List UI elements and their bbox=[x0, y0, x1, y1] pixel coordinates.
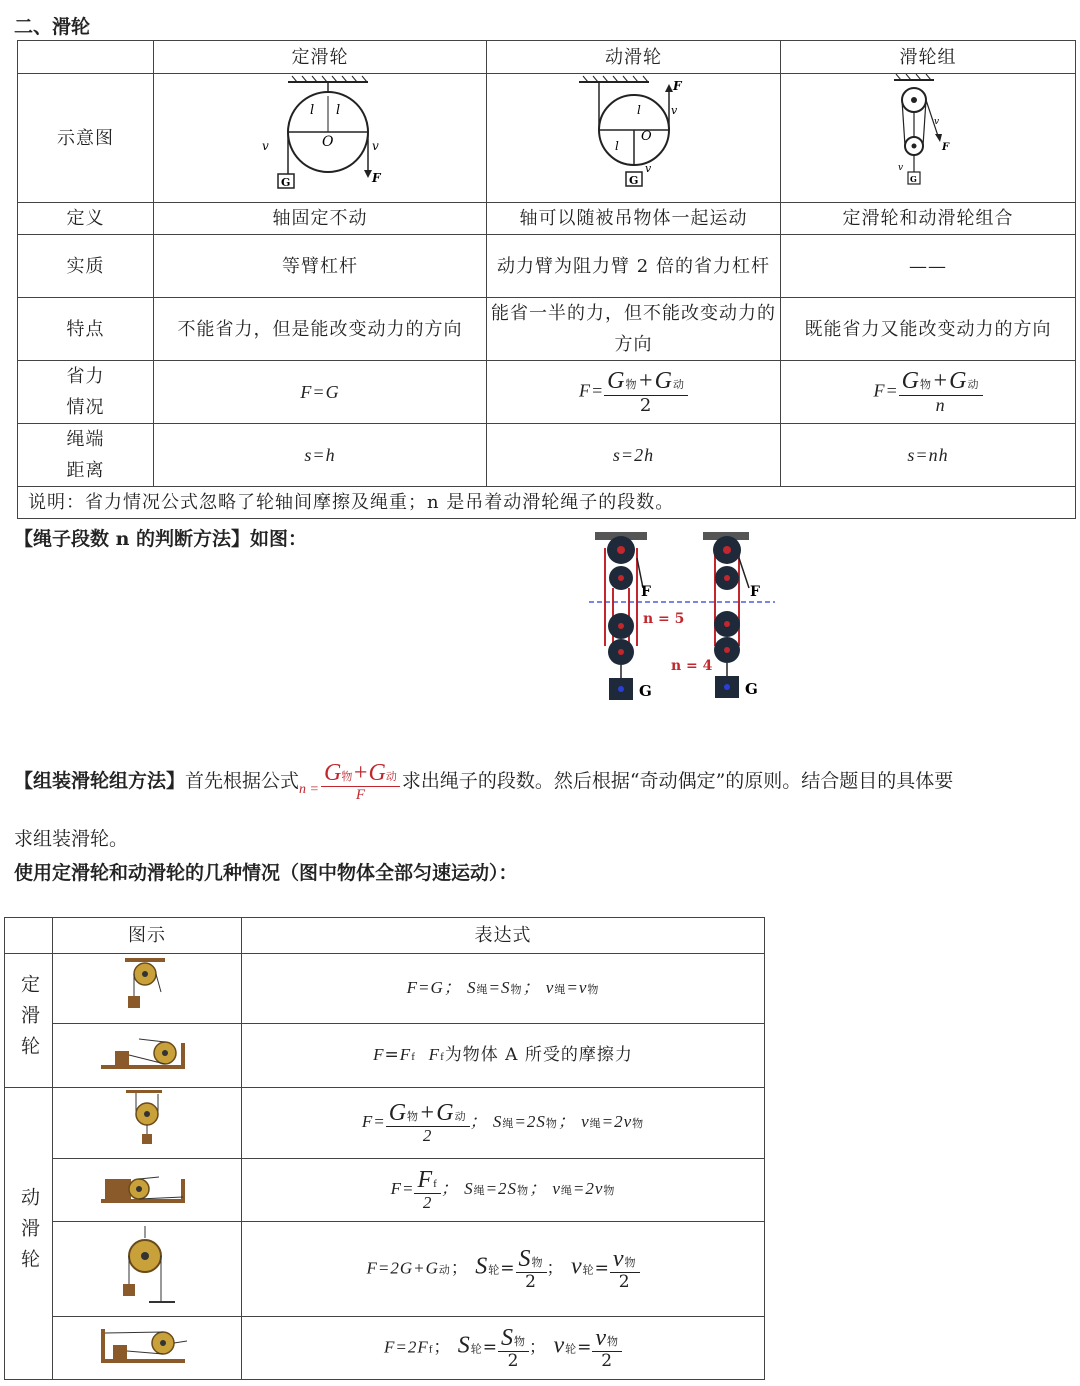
label-l2: l bbox=[310, 103, 316, 118]
p: = bbox=[373, 1111, 386, 1131]
group-moving: 动滑轮 bbox=[5, 1088, 53, 1380]
row-label-force bbox=[18, 361, 154, 424]
row-label-definition: 定义 bbox=[18, 203, 154, 235]
p: S bbox=[492, 1111, 503, 1131]
plus: + bbox=[637, 368, 655, 395]
p: ； bbox=[522, 977, 541, 997]
sub-wu: 物 bbox=[919, 379, 932, 392]
p: ； bbox=[529, 1337, 548, 1358]
assemble-after: 求出绳子的段数。然后根据“奇动偶定”的原则。结合题目的具体要 bbox=[401, 769, 954, 792]
assemble-fraction bbox=[321, 760, 400, 804]
p: G bbox=[430, 977, 444, 997]
essence-fixed: 等臂杠杆 bbox=[154, 235, 487, 298]
header-diagram: 图示 bbox=[53, 918, 242, 954]
rope-method-tail: 如图： bbox=[250, 528, 308, 550]
sub-dong: 动 bbox=[385, 771, 397, 783]
p: v bbox=[581, 1111, 590, 1131]
num-g: G bbox=[654, 368, 674, 395]
definition-group: 定滑轮和动滑轮组合 bbox=[781, 203, 1076, 235]
p: 2 bbox=[618, 1272, 631, 1293]
moving-inverted-icon bbox=[115, 1222, 179, 1306]
distance-label-2: 距离 bbox=[66, 460, 105, 481]
label-v2: v bbox=[262, 139, 270, 153]
p: ； bbox=[433, 1337, 452, 1358]
p: = bbox=[384, 1044, 400, 1065]
feature-fixed: 不能省力，但是能改变动力的方向 bbox=[154, 298, 487, 361]
p: ； bbox=[529, 1178, 548, 1198]
assemble-line-2: 求组装滑轮。 bbox=[14, 828, 129, 850]
fraction: $\frac{\text{G物+G动}}{2}$ bbox=[386, 1100, 470, 1146]
p: 2 bbox=[601, 1351, 614, 1372]
p: v bbox=[553, 1332, 566, 1359]
moving-horizontal-inverted-icon bbox=[99, 1319, 195, 1367]
p: F bbox=[399, 1044, 412, 1064]
p: S bbox=[457, 1332, 471, 1359]
p: 2 bbox=[507, 1351, 520, 1372]
p: v bbox=[552, 1178, 561, 1198]
plus: + bbox=[931, 368, 950, 395]
definition-fixed: 轴固定不动 bbox=[154, 203, 487, 235]
p: = bbox=[500, 1258, 516, 1279]
p: 绳 bbox=[502, 1117, 515, 1130]
p: F bbox=[406, 977, 419, 997]
p: =2v bbox=[601, 1111, 633, 1131]
p: F bbox=[361, 1111, 374, 1131]
p: S bbox=[467, 977, 477, 997]
p: G bbox=[436, 1099, 455, 1126]
header-expression: 表达式 bbox=[242, 918, 765, 954]
feature-moving: 能省一半的力，但不能改变动力的方向 bbox=[487, 298, 781, 361]
p: f bbox=[411, 1050, 416, 1063]
essence-moving: 动力臂为阻力臂 2 倍的省力杠杆 bbox=[487, 235, 781, 298]
p: S bbox=[501, 1324, 515, 1351]
p: 物 bbox=[603, 1184, 616, 1197]
force-label-2: 情况 bbox=[66, 397, 105, 418]
p: = bbox=[577, 1337, 593, 1358]
sub-dong: 动 bbox=[967, 379, 980, 392]
row-label-feature: 特点 bbox=[18, 298, 154, 361]
p: 轮 bbox=[582, 1263, 595, 1277]
label-l1-moving: l bbox=[636, 103, 642, 117]
distance-moving: s=2h bbox=[487, 424, 781, 487]
p: =2v bbox=[572, 1178, 604, 1198]
label-v2-moving: v bbox=[644, 162, 652, 175]
header-group: 滑轮组 bbox=[781, 41, 1076, 74]
row-label-diagram: 示意图 bbox=[18, 74, 154, 203]
p: 绳 bbox=[473, 1184, 486, 1197]
assemble-before: 首先根据公式 bbox=[185, 769, 300, 792]
fraction bbox=[498, 1325, 529, 1371]
label-o: O bbox=[322, 134, 335, 150]
moving-pulley-diagram bbox=[569, 74, 699, 192]
header-fixed: 定滑轮 bbox=[154, 41, 487, 74]
fixed-hanging-icon bbox=[117, 956, 177, 1012]
plus: + bbox=[352, 760, 369, 786]
p: F=2G+G bbox=[366, 1258, 439, 1278]
label-v2-group: v bbox=[898, 163, 905, 173]
den-f: F bbox=[355, 787, 366, 804]
p: v bbox=[612, 1245, 625, 1272]
p: 物 bbox=[632, 1117, 645, 1130]
den: 2 bbox=[639, 394, 653, 416]
distance-label-1: 绳端 bbox=[66, 429, 105, 450]
assemble-line bbox=[14, 760, 1080, 804]
p: S bbox=[518, 1245, 532, 1272]
p: 2 bbox=[422, 1126, 433, 1146]
force-label-1: 省力 bbox=[66, 366, 105, 387]
label-f-group: F bbox=[942, 142, 951, 153]
p: ； bbox=[440, 1178, 459, 1198]
p: 轮 bbox=[488, 1263, 501, 1277]
fixed-horizontal-icon bbox=[99, 1029, 195, 1073]
force-group bbox=[781, 361, 1076, 424]
p: S bbox=[464, 1178, 474, 1198]
feature-group: 既能省力又能改变动力的方向 bbox=[781, 298, 1076, 361]
p: v bbox=[570, 1253, 583, 1280]
sub-wu: 物 bbox=[625, 379, 638, 392]
label-g-moving: G bbox=[628, 174, 639, 187]
p: 物 bbox=[531, 1255, 544, 1269]
row-label-distance bbox=[18, 424, 154, 487]
force-moving-lhs: F= bbox=[578, 381, 605, 401]
sub-wu: 物 bbox=[341, 771, 353, 783]
expr-row-1 bbox=[242, 954, 765, 1024]
fraction bbox=[414, 1167, 440, 1213]
rope-method-line bbox=[14, 524, 307, 551]
p: 物 bbox=[514, 1334, 527, 1348]
definition-moving: 轴可以随被吊物体一起运动 bbox=[487, 203, 781, 235]
p: f bbox=[433, 1177, 438, 1190]
label-l1: l bbox=[336, 103, 342, 118]
moving-horizontal-icon bbox=[99, 1163, 195, 1207]
usage-title: 使用定滑轮和动滑轮的几种情况（图中物体全部匀速运动）： bbox=[14, 862, 518, 884]
p: 绳 bbox=[554, 983, 567, 996]
num-g: G bbox=[368, 760, 386, 786]
label-g: G bbox=[281, 176, 292, 189]
p: = bbox=[566, 977, 579, 997]
force-group-lhs: F= bbox=[873, 381, 899, 401]
p: 2 bbox=[422, 1193, 433, 1213]
label-o-moving: O bbox=[640, 129, 653, 144]
p: S bbox=[475, 1253, 489, 1280]
fraction bbox=[592, 1325, 622, 1371]
pulley-group-diagram bbox=[888, 74, 968, 192]
p: = bbox=[488, 977, 502, 997]
sub-dong: 动 bbox=[673, 379, 686, 392]
num-g: G bbox=[607, 368, 626, 395]
p: G bbox=[388, 1099, 408, 1126]
p: 动 bbox=[438, 1263, 451, 1277]
rope-n4: n = 4 bbox=[671, 658, 713, 674]
label-v1-group: v bbox=[934, 117, 941, 127]
moving-hanging-icon bbox=[122, 1088, 172, 1148]
p: 为物体 A 所受的摩擦力 bbox=[444, 1044, 633, 1065]
p: 动 bbox=[454, 1110, 467, 1123]
p: =2S bbox=[485, 1178, 518, 1198]
p: 绳 bbox=[476, 983, 489, 996]
p: 物 bbox=[587, 983, 600, 996]
label-l2-moving: l bbox=[614, 139, 620, 153]
p: = bbox=[594, 1258, 610, 1279]
num-g: G bbox=[949, 368, 968, 395]
p: ； bbox=[443, 977, 462, 997]
expr-row-3 bbox=[242, 1088, 765, 1159]
p: 物 bbox=[545, 1117, 558, 1130]
rope-f-right: F bbox=[750, 584, 760, 600]
p: f bbox=[428, 1343, 434, 1356]
p: 轮 bbox=[470, 1342, 483, 1356]
p: F=2F bbox=[383, 1337, 429, 1357]
label-v1-moving: v bbox=[670, 104, 678, 117]
row-label-essence: 实质 bbox=[18, 235, 154, 298]
num-g: G bbox=[901, 368, 920, 395]
den: n bbox=[935, 394, 946, 415]
p: F bbox=[373, 1044, 385, 1064]
fraction bbox=[516, 1246, 547, 1292]
p: F bbox=[428, 1044, 441, 1064]
force-moving bbox=[487, 361, 781, 424]
fraction bbox=[610, 1246, 640, 1292]
p: = bbox=[482, 1337, 499, 1358]
group-fixed: 定滑轮 bbox=[5, 954, 53, 1088]
distance-fixed: s=h bbox=[154, 424, 487, 487]
label-f-moving: F bbox=[672, 79, 683, 93]
label-f: F bbox=[372, 171, 382, 185]
p: f bbox=[440, 1050, 445, 1063]
expr-row-5 bbox=[242, 1222, 765, 1317]
label-g-group: G bbox=[910, 174, 918, 184]
p: 物 bbox=[407, 1110, 420, 1123]
p: ； bbox=[557, 1111, 576, 1131]
table-note: 说明：省力情况公式忽略了轮轴间摩擦及绳重；n 是吊着动滑轮绳子的段数。 bbox=[18, 487, 1076, 519]
label-v1: v bbox=[372, 139, 380, 153]
rope-g-right: G bbox=[745, 680, 758, 698]
assemble-title: 【组装滑轮组方法】 bbox=[14, 769, 186, 792]
p: v bbox=[578, 977, 588, 997]
p: 2 bbox=[525, 1272, 537, 1293]
fraction bbox=[899, 368, 983, 415]
p: 轮 bbox=[565, 1342, 578, 1356]
p: 物 bbox=[510, 983, 523, 996]
p: F bbox=[390, 1178, 402, 1198]
p: ； bbox=[450, 1258, 469, 1279]
rope-method-title: 【绳子段数 n 的判断方法】 bbox=[14, 528, 251, 550]
p: 绳 bbox=[589, 1117, 602, 1130]
section-title: 二、滑轮 bbox=[14, 16, 91, 38]
expr-row-2 bbox=[242, 1024, 765, 1088]
force-fixed: F=G bbox=[154, 361, 487, 424]
rope-n5: n = 5 bbox=[643, 611, 685, 627]
header-moving: 动滑轮 bbox=[487, 41, 781, 74]
p: 物 bbox=[607, 1334, 620, 1348]
p: =2S bbox=[514, 1111, 546, 1131]
expr-row-6 bbox=[242, 1317, 765, 1380]
rope-g-left: G bbox=[639, 682, 652, 700]
fixed-pulley-diagram bbox=[250, 74, 390, 192]
p: 绳 bbox=[560, 1184, 573, 1197]
p: v bbox=[545, 977, 555, 997]
essence-group: —— bbox=[781, 235, 1076, 298]
distance-group: s=nh bbox=[781, 424, 1076, 487]
p: ； bbox=[469, 1111, 488, 1131]
p: F bbox=[417, 1166, 434, 1193]
p: 物 bbox=[517, 1184, 530, 1197]
rope-f-left: F bbox=[641, 584, 651, 600]
fraction bbox=[604, 368, 688, 415]
num-g: G bbox=[323, 760, 342, 786]
p: = bbox=[418, 977, 431, 997]
assemble-n-eq: n = bbox=[299, 781, 319, 797]
p: v bbox=[595, 1324, 608, 1351]
p: ； bbox=[546, 1258, 565, 1279]
rope-segments-diagram bbox=[585, 528, 785, 708]
p: = bbox=[402, 1178, 415, 1198]
usage-table bbox=[4, 917, 765, 1380]
p: 物 bbox=[624, 1255, 637, 1269]
expr-row-4 bbox=[242, 1159, 765, 1222]
p: S bbox=[501, 977, 511, 997]
pulley-table bbox=[17, 40, 1076, 519]
